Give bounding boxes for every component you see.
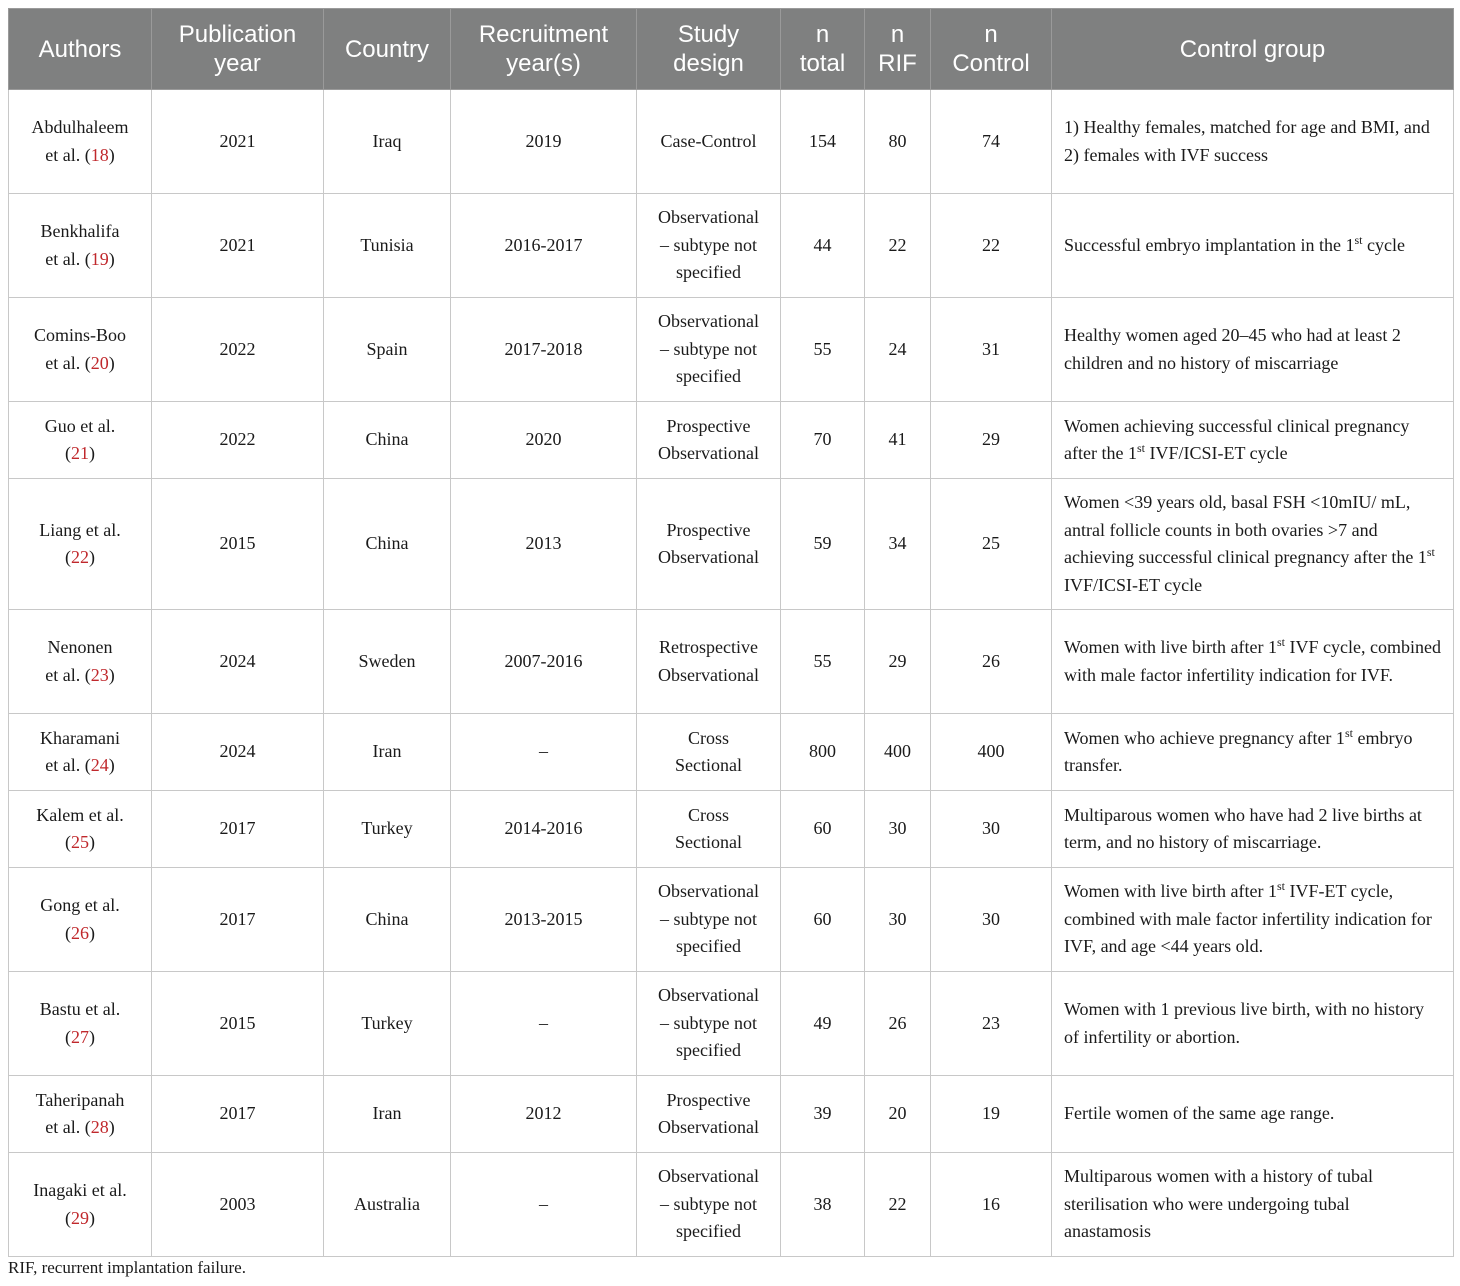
cell-study-design: Observational – subtype not specified [637, 868, 781, 972]
cell-country: Iraq [324, 90, 451, 194]
cell-study-design: Observational – subtype not specified [637, 298, 781, 402]
cell-authors [9, 402, 152, 479]
reference-link[interactable]: 29 [71, 1207, 89, 1228]
header-control-group: Control group [1052, 9, 1454, 90]
control-text: IVF cycle, combined with male factor infertility indication for IVF. [1064, 637, 1441, 685]
cell-n-total: 55 [781, 610, 865, 714]
cell-country: Iran [324, 714, 451, 791]
header-authors: Authors [9, 9, 152, 90]
cell-publication-year: 2017 [152, 791, 324, 868]
reference-link[interactable]: 20 [90, 352, 109, 373]
control-text: Women with 1 previous live birth, with no history of infertility or abortion. [1064, 999, 1425, 1047]
cell-control-group [1052, 714, 1454, 791]
cell-n-control: 30 [931, 791, 1052, 868]
cell-study-design: Observational – subtype not specified [637, 1153, 781, 1257]
author-text: Abdulhaleem et al. ( [31, 117, 129, 165]
cell-n-total: 38 [781, 1153, 865, 1257]
cell-study-design: Observational – subtype not specified [637, 972, 781, 1076]
cell-authors [9, 610, 152, 714]
cell-control-group [1052, 791, 1454, 868]
reference-link[interactable]: 28 [90, 1117, 109, 1137]
cell-n-rif: 34 [865, 479, 931, 610]
cell-recruitment-years: 2020 [451, 402, 637, 479]
cell-n-rif: 30 [865, 791, 931, 868]
cell-study-design: Case-Control [637, 90, 781, 194]
cell-n-rif: 41 [865, 402, 931, 479]
cell-study-design: Retrospective Observational [637, 610, 781, 714]
cell-recruitment-years: – [451, 714, 637, 791]
header-n-total: n total [781, 9, 865, 90]
author-close-paren: ) [108, 755, 115, 775]
cell-recruitment-years: 2016-2017 [451, 194, 637, 298]
cell-country: Sweden [324, 610, 451, 714]
author-text: Guo et al. ( [44, 415, 116, 463]
table-row [9, 868, 1454, 972]
cell-authors [9, 868, 152, 972]
cell-n-control: 400 [931, 714, 1052, 791]
cell-country: Australia [324, 1153, 451, 1257]
cell-authors [9, 1076, 152, 1153]
cell-n-control: 30 [931, 868, 1052, 972]
control-text: Multiparous women who have had 2 live births at term, and no history of miscarriage. [1064, 804, 1422, 852]
control-text: cycle [1362, 234, 1405, 255]
control-text: Women with live birth after 1 [1064, 637, 1277, 657]
table-row [9, 479, 1454, 610]
cell-recruitment-years: 2013 [451, 479, 637, 610]
cell-control-group [1052, 194, 1454, 298]
cell-n-control: 29 [931, 402, 1052, 479]
cell-control-group [1052, 972, 1454, 1076]
author-close-paren: ) [89, 443, 95, 463]
table-row [9, 972, 1454, 1076]
cell-n-rif: 30 [865, 868, 931, 972]
header-country: Country [324, 9, 451, 90]
cell-authors [9, 791, 152, 868]
cell-country: China [324, 479, 451, 610]
cell-publication-year: 2024 [152, 714, 324, 791]
cell-recruitment-years: 2012 [451, 1076, 637, 1153]
cell-n-control: 31 [931, 298, 1052, 402]
table-row [9, 791, 1454, 868]
cell-control-group [1052, 402, 1454, 479]
author-close-paren: ) [89, 922, 95, 943]
control-text: Women who achieve pregnancy after 1 [1064, 727, 1345, 748]
cell-publication-year: 2017 [152, 868, 324, 972]
reference-link[interactable]: 25 [71, 832, 89, 852]
author-text: Inagaki et al. ( [33, 1180, 127, 1228]
cell-publication-year: 2024 [152, 610, 324, 714]
header-recruitment-years: Recruitment year(s) [451, 9, 637, 90]
control-text: IVF/ICSI-ET cycle [1064, 574, 1203, 595]
table-row [9, 402, 1454, 479]
cell-recruitment-years: 2019 [451, 90, 637, 194]
cell-n-rif: 20 [865, 1076, 931, 1153]
author-text: Nenonen et al. ( [45, 637, 113, 685]
control-text: embryo transfer. [1064, 727, 1413, 775]
author-close-paren: ) [108, 248, 115, 269]
cell-n-rif: 22 [865, 1153, 931, 1257]
ordinal-suffix: st [1277, 879, 1286, 894]
reference-link[interactable]: 22 [71, 547, 89, 567]
header-n-control: n Control [931, 9, 1052, 90]
cell-recruitment-years: 2017-2018 [451, 298, 637, 402]
reference-link[interactable]: 23 [90, 664, 109, 685]
control-text: Women <39 years old, basal FSH <10mIU/ mL, antral follicle counts in both ovaries >7 and achieving successful clinical pregnancy after the 1 [1064, 492, 1427, 567]
table-footnote: RIF, recurrent implantation failure. [8, 1258, 246, 1277]
cell-study-design: Prospective Observational [637, 479, 781, 610]
cell-authors [9, 714, 152, 791]
cell-n-control: 22 [931, 194, 1052, 298]
cell-n-control: 23 [931, 972, 1052, 1076]
cell-n-rif: 22 [865, 194, 931, 298]
cell-country: Tunisia [324, 194, 451, 298]
author-close-paren: ) [108, 352, 115, 373]
cell-authors [9, 479, 152, 610]
cell-n-rif: 400 [865, 714, 931, 791]
table-row [9, 1076, 1454, 1153]
cell-n-total: 154 [781, 90, 865, 194]
studies-table [8, 8, 1454, 1257]
table-row [9, 194, 1454, 298]
cell-recruitment-years: – [451, 1153, 637, 1257]
cell-control-group [1052, 1153, 1454, 1257]
cell-publication-year: 2022 [152, 298, 324, 402]
cell-control-group [1052, 610, 1454, 714]
cell-publication-year: 2015 [152, 479, 324, 610]
ordinal-suffix: st [1136, 441, 1145, 455]
author-text: Bastu et al. ( [39, 999, 121, 1047]
cell-n-total: 60 [781, 868, 865, 972]
cell-n-total: 60 [781, 791, 865, 868]
cell-country: Spain [324, 298, 451, 402]
reference-link[interactable]: 24 [90, 755, 109, 775]
cell-publication-year: 2021 [152, 90, 324, 194]
cell-authors [9, 194, 152, 298]
cell-publication-year: 2003 [152, 1153, 324, 1257]
cell-publication-year: 2021 [152, 194, 324, 298]
cell-control-group [1052, 90, 1454, 194]
cell-country: Iran [324, 1076, 451, 1153]
cell-n-rif: 24 [865, 298, 931, 402]
cell-n-control: 25 [931, 479, 1052, 610]
reference-link[interactable]: 19 [90, 248, 109, 269]
cell-study-design: Cross Sectional [637, 791, 781, 868]
author-text: Kalem et al. ( [36, 804, 124, 852]
author-close-paren: ) [89, 1207, 95, 1228]
cell-recruitment-years: – [451, 972, 637, 1076]
header-row [9, 9, 1454, 90]
cell-n-control: 16 [931, 1153, 1052, 1257]
control-text: 1) Healthy females, matched for age and BMI, and 2) females with IVF success [1064, 117, 1430, 165]
cell-authors [9, 90, 152, 194]
table-row [9, 90, 1454, 194]
cell-study-design: Prospective Observational [637, 1076, 781, 1153]
cell-country: China [324, 868, 451, 972]
cell-n-total: 55 [781, 298, 865, 402]
cell-publication-year: 2022 [152, 402, 324, 479]
control-text: IVF-ET cycle, combined with male factor infertility indication for IVF, and age <44 years old. [1064, 881, 1432, 957]
table-row [9, 714, 1454, 791]
table-row [9, 1153, 1454, 1257]
table-row [9, 298, 1454, 402]
cell-n-total: 800 [781, 714, 865, 791]
cell-control-group [1052, 868, 1454, 972]
cell-country: Turkey [324, 791, 451, 868]
cell-study-design: Observational – subtype not specified [637, 194, 781, 298]
author-text: Liang et al. ( [39, 519, 121, 567]
cell-n-total: 44 [781, 194, 865, 298]
cell-control-group [1052, 479, 1454, 610]
ordinal-suffix: st [1354, 232, 1363, 247]
header-publication-year: Publication year [152, 9, 324, 90]
cell-n-control: 19 [931, 1076, 1052, 1153]
author-close-paren: ) [108, 144, 115, 165]
control-text: Healthy women aged 20–45 who had at least 2 children and no history of miscarriage [1064, 325, 1401, 373]
author-text: Taheripanah et al. ( [35, 1089, 125, 1137]
author-close-paren: ) [89, 1026, 95, 1047]
author-text: Comins-Boo et al. ( [33, 325, 126, 373]
header-n-rif: n RIF [865, 9, 931, 90]
header-study-design: Study design [637, 9, 781, 90]
cell-country: China [324, 402, 451, 479]
cell-study-design: Cross Sectional [637, 714, 781, 791]
table-header [9, 9, 1454, 90]
cell-n-control: 26 [931, 610, 1052, 714]
table-body [9, 90, 1454, 1257]
cell-n-control: 74 [931, 90, 1052, 194]
cell-n-rif: 29 [865, 610, 931, 714]
control-text: IVF/ICSI-ET cycle [1144, 443, 1288, 463]
reference-link[interactable]: 18 [90, 144, 109, 165]
cell-authors [9, 972, 152, 1076]
ordinal-suffix: st [1344, 725, 1353, 740]
cell-publication-year: 2015 [152, 972, 324, 1076]
reference-link[interactable]: 26 [71, 922, 89, 943]
cell-n-total: 59 [781, 479, 865, 610]
author-close-paren: ) [89, 832, 95, 852]
table-row [9, 610, 1454, 714]
control-text: Fertile women of the same age range. [1064, 1103, 1335, 1124]
control-text: Successful embryo implantation in the 1 [1064, 234, 1355, 255]
ordinal-suffix: st [1426, 545, 1435, 559]
cell-n-total: 70 [781, 402, 865, 479]
reference-link[interactable]: 21 [71, 443, 89, 463]
control-text: Multiparous women with a history of tubal sterilisation who were undergoing tubal anastamosis [1064, 1166, 1373, 1242]
cell-n-total: 39 [781, 1076, 865, 1153]
ordinal-suffix: st [1277, 635, 1286, 649]
cell-n-rif: 80 [865, 90, 931, 194]
cell-recruitment-years: 2013-2015 [451, 868, 637, 972]
control-text: Women with live birth after 1 [1064, 881, 1277, 902]
cell-control-group [1052, 298, 1454, 402]
author-text: Gong et al. ( [40, 895, 120, 943]
reference-link[interactable]: 27 [71, 1026, 89, 1047]
control-text: Women achieving successful clinical pregnancy after the 1 [1064, 415, 1410, 463]
cell-country: Turkey [324, 972, 451, 1076]
cell-n-rif: 26 [865, 972, 931, 1076]
author-close-paren: ) [108, 664, 115, 685]
author-text: Benkhalifa et al. ( [40, 221, 120, 269]
cell-recruitment-years: 2007-2016 [451, 610, 637, 714]
cell-control-group [1052, 1076, 1454, 1153]
author-close-paren: ) [108, 1117, 115, 1137]
cell-n-total: 49 [781, 972, 865, 1076]
cell-authors [9, 298, 152, 402]
author-text: Kharamani et al. ( [40, 727, 120, 775]
cell-study-design: Prospective Observational [637, 402, 781, 479]
cell-recruitment-years: 2014-2016 [451, 791, 637, 868]
author-close-paren: ) [89, 547, 95, 567]
cell-publication-year: 2017 [152, 1076, 324, 1153]
cell-authors [9, 1153, 152, 1257]
